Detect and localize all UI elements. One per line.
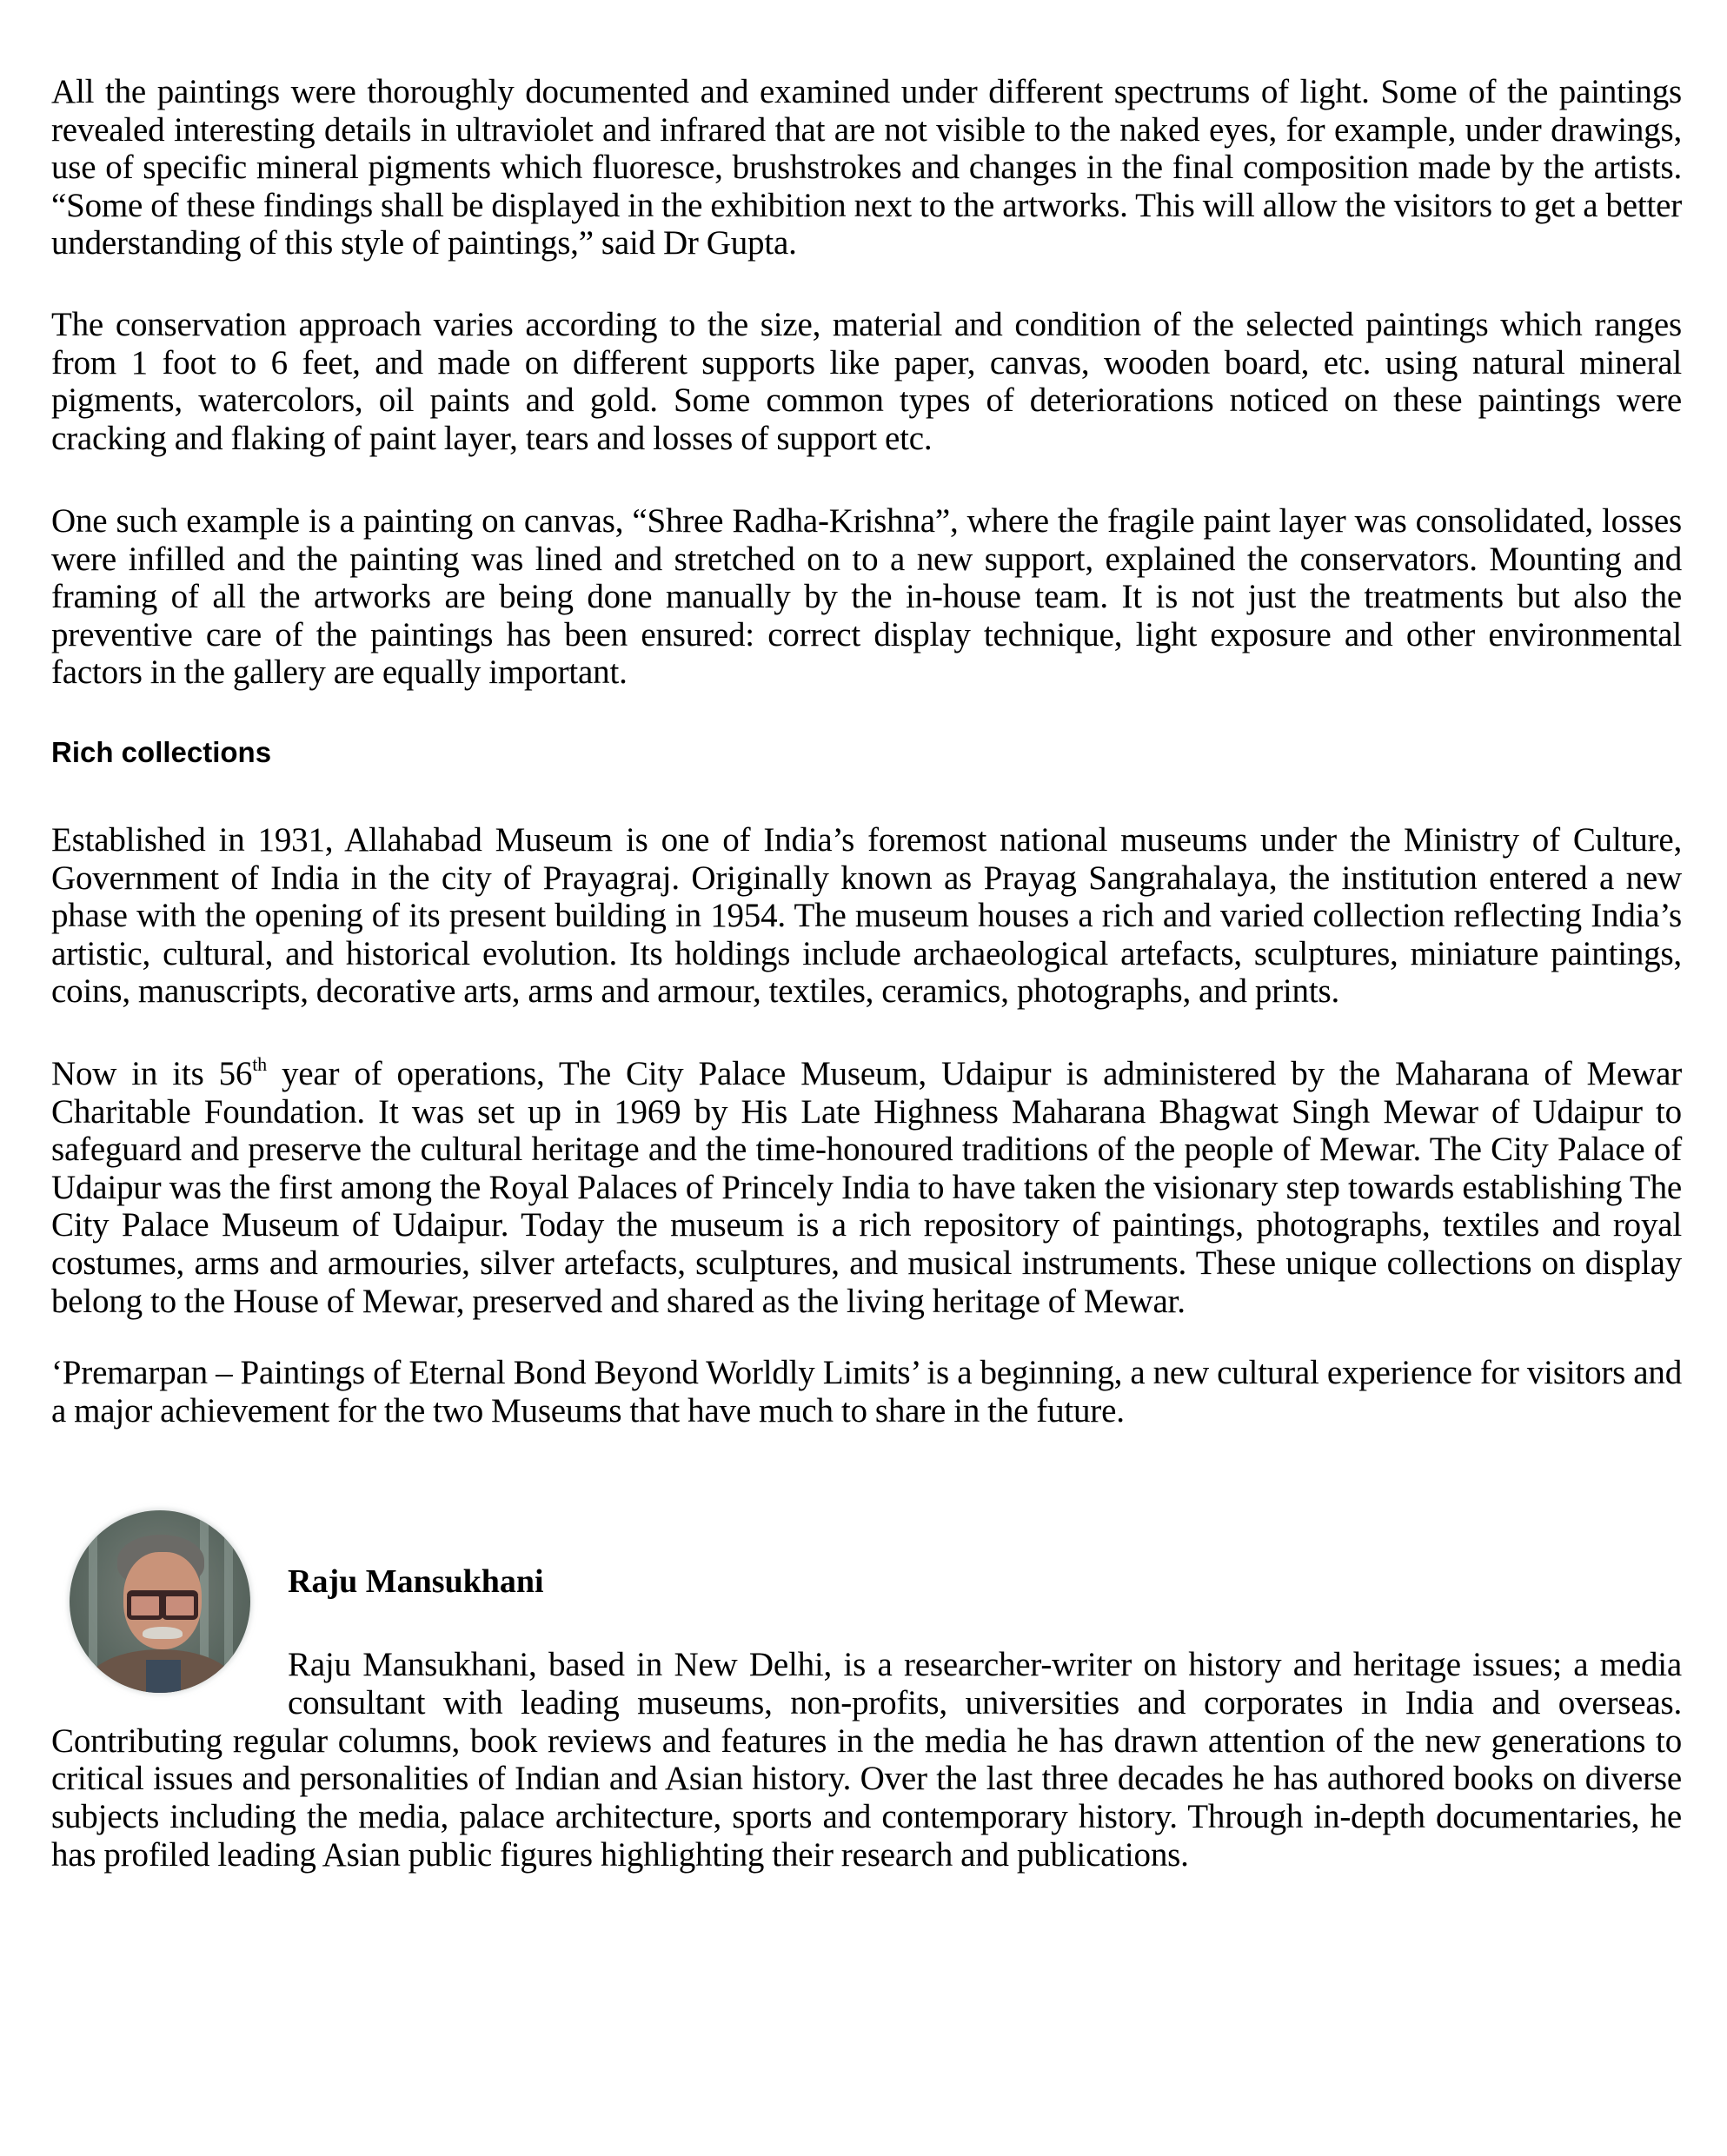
author-bio-text: Raju Mansukhani, based in New Delhi, is a researcher-writer on history and heritage issues; a media consultant with leading museums, non-profits, universities and corporates in India and overseas. Contributing regular columns, book reviews and features in the media he has drawn attention of the new generations to critical issues and personalities of Indian and Asian history. Over the last three decades he has authored books on diverse subjects including the media, palace architecture, sports and contemporary history. Through in-depth documentaries, he has profiled leading Asian public figures highlighting their research and publications. (51, 1646, 1682, 1874)
ordinal-suffix: th (252, 1053, 267, 1075)
photo-mustache (143, 1627, 183, 1639)
photo-wrap-spacer (51, 1646, 288, 1721)
article-paragraph: All the paintings were thoroughly documented and examined under different spectrums of light. Some of the paintings revealed interesting details in ultraviolet and infrared that are not visible to the naked eyes, for example, under drawings, use of specific mineral pigments which fluoresce, brushstrokes and changes in the final composition made by the artists. “Some of these findings shall be displayed in the exhibition next to the artworks. This will allow the visitors to get a better understanding of this style of paintings,” said Dr Gupta. (51, 73, 1682, 262)
article-paragraph: One such example is a painting on canvas, “Shree Radha-Krishna”, where the fragile paint layer was consolidated, losses were infilled and the painting was lined and stretched on to a new support, explained the conservators. Mounting and framing of all the artworks are being done manually by the in-house team. It is not just the treatments but also the preventive care of the paintings has been ensured: correct display technique, light exposure and other environmental factors in the gallery are equally important. (51, 502, 1682, 692)
article-paragraph: The conservation approach varies according to the size, material and condition of the selected paintings which ranges from 1 foot to 6 feet, and made on different supports like paper, canvas, wooden board, etc. using natural mineral pigments, watercolors, oil paints and gold. Some common types of deteriorations noticed on these paintings were cracking and flaking of paint layer, tears and losses of support etc. (51, 306, 1682, 457)
paragraph-text: Now in its 56 (51, 1055, 253, 1092)
article-paragraph (51, 1055, 1682, 1320)
article-paragraph: Established in 1931, Allahabad Museum is one of India’s foremost national museums under the Ministry of Culture, Government of India in the city of Prayagraj. Originally known as Prayag Sangrahalaya, the institution entered a new phase with the opening of its present building in 1954. The museum houses a rich and varied collection reflecting India’s artistic, cultural, and historical evolution. Its holdings include archaeological artefacts, sculptures, miniature paintings, coins, manuscripts, decorative arts, arms and armour, textiles, ceramics, photographs, and prints. (51, 821, 1682, 1011)
article-paragraph: ‘Premarpan – Paintings of Eternal Bond Beyond Worldly Limits’ is a beginning, a new cultural experience for visitors and a major achievement for the two Museums that have much to share in the future. (51, 1354, 1682, 1430)
author-name: Raju Mansukhani (288, 1563, 544, 1600)
paragraph-text: year of operations, The City Palace Museum, Udaipur is administered by the Maharana of Mewar Charitable Foundation. It was set up in 1969 by His Late Highness Maharana Bhagwat Singh Mewar of Udaipur to safeguard and preserve the cultural heritage and the time-honoured traditions of the people of Mewar. The City Palace of Udaipur was the first among the Royal Palaces of Princely India to have taken the visionary step towards establishing The City Palace Museum of Udaipur. Today the museum is a rich repository of paintings, photographs, textiles and royal costumes, arms and armouries, silver artefacts, sculptures, and musical instruments. These unique collections on display belong to the House of Mewar, preserved and shared as the living heritage of Mewar. (51, 1055, 1682, 1320)
author-bio (51, 1646, 1682, 1874)
photo-glasses (127, 1590, 198, 1615)
section-heading: Rich collections (51, 736, 272, 768)
